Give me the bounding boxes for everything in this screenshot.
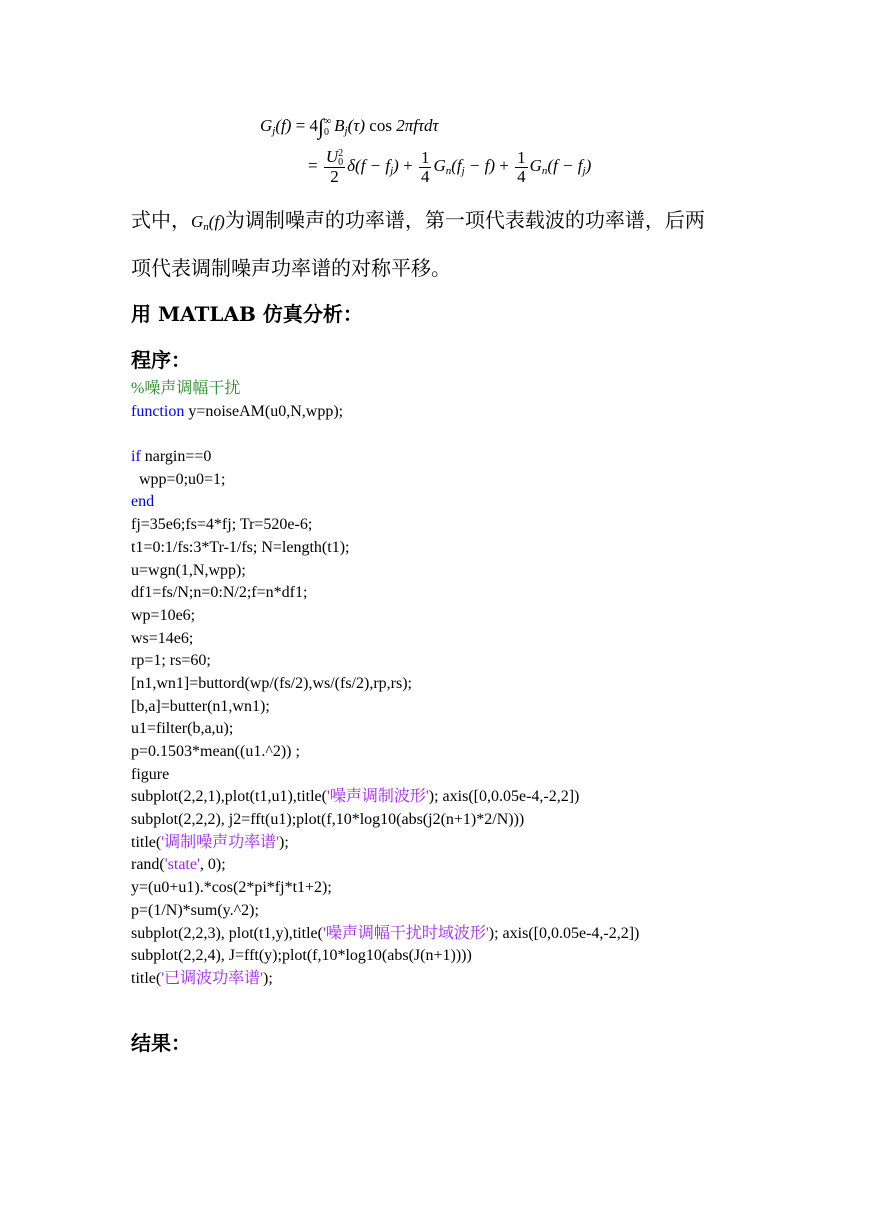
eq1-term: B <box>334 116 345 135</box>
eq1-term-arg: (τ) <box>347 116 366 135</box>
eq2-plus-2: + <box>499 155 509 175</box>
eq1-term-sub: j <box>344 125 348 137</box>
code-line: [b,a]=butter(n1,wn1); <box>131 697 270 715</box>
paragraph-symbol-arg: (f) <box>208 212 225 231</box>
equation-line-1 <box>260 114 439 140</box>
eq2-delta-close: ) <box>393 155 399 175</box>
eq1-integral: ∫ <box>317 114 325 139</box>
eq2-g2-sub: n <box>541 164 548 177</box>
eq2-delta-sub: j <box>390 164 394 177</box>
eq2-plus-1: + <box>403 155 413 175</box>
code-line <box>131 854 831 877</box>
code-comment: %噪声调幅干扰 <box>131 380 241 397</box>
eq2-frac-quarter-1 <box>419 149 432 186</box>
code-string: 'state' <box>164 856 200 874</box>
code-line: u1=filter(b,a,u); <box>131 720 234 738</box>
eq2-g2: G <box>529 155 542 175</box>
code-keyword: end <box>131 493 155 511</box>
eq2-g1-sub: n <box>445 164 452 177</box>
eq2-frac-u0 <box>324 148 345 186</box>
code-line: figure <box>131 765 170 783</box>
code-line: ws=14e6; <box>131 629 194 647</box>
code-line <box>131 786 831 809</box>
code-line: y=(u0+u1).*cos(2*pi*fj*t1+2); <box>131 879 332 897</box>
code-line: df1=fs/N;n=0:N/2;f=n*df1; <box>131 584 308 602</box>
equation-line-2 <box>308 148 591 186</box>
paragraph-symbol-sub: n <box>203 221 209 233</box>
eq2-frac2-num: 1 <box>420 147 430 167</box>
eq2-frac3-den: 4 <box>517 166 526 186</box>
eq2-g2-close: ) <box>585 155 592 175</box>
code-text: ); <box>263 969 273 987</box>
code-string: '噪声调制波形' <box>326 788 429 806</box>
code-text: ); axis([0,0.05e-4,-2,2]) <box>488 924 640 942</box>
eq2-g1-close: − f) <box>464 155 496 175</box>
code-line: p=(1/N)*sum(y.^2); <box>131 901 259 919</box>
eq2-frac-quarter-2 <box>515 149 528 186</box>
code-text: title( <box>131 969 162 987</box>
code-line: u=wgn(1,N,wpp); <box>131 561 246 579</box>
code-line: subplot(2,2,2), j2=fft(u1);plot(f,10*log10(abs(j2(n+1)*2/N))) <box>131 811 525 829</box>
paragraph-line-2: 项代表调制噪声功率谱的对称平移。 <box>131 256 451 280</box>
eq2-frac2-den: 4 <box>420 166 430 186</box>
code-line: [n1,wn1]=buttord(wp/(fs/2),ws/(fs/2),rp,rs); <box>131 674 412 692</box>
code-text: ); axis([0,0.05e-4,-2,2]) <box>428 788 580 806</box>
eq2-frac1-den: 2 <box>330 167 339 187</box>
code-text: rand( <box>131 856 165 874</box>
eq2-frac3-num: 1 <box>517 147 526 167</box>
eq1-func: cos <box>369 116 392 135</box>
code-line: fj=35e6;fs=4*fj; Tr=520e-6; <box>131 516 313 534</box>
heading-program: 程序： <box>131 348 191 372</box>
paragraph-symbol: G <box>191 212 204 231</box>
eq1-upper-limit: ∞ <box>324 116 332 128</box>
code-block <box>131 378 831 991</box>
paragraph-line-1-prefix: 式中， <box>131 208 191 232</box>
code-string: '已调波功率谱' <box>161 969 263 987</box>
eq1-equals: = <box>295 116 306 135</box>
eq2-delta: δ(f − f <box>347 155 391 175</box>
eq1-lhs-arg: (f) <box>275 116 292 135</box>
eq1-lhs: G <box>260 116 273 135</box>
eq2-g1: G <box>433 155 446 175</box>
code-line: subplot(2,2,4), J=fft(y);plot(f,10*log10(abs(J(n+1)))) <box>131 947 472 965</box>
code-line: t1=0:1/fs:3*Tr-1/fs; N=length(t1); <box>131 538 350 556</box>
code-line <box>131 446 831 469</box>
code-line: rp=1; rs=60; <box>131 652 211 670</box>
eq2-g1-open: (f <box>451 155 462 175</box>
code-line <box>131 923 831 946</box>
eq1-lhs-sub: j <box>272 125 276 137</box>
eq2-equals: = <box>308 155 318 175</box>
eq1-tail: 2πfτdτ <box>396 116 439 135</box>
eq2-frac1-sup: 2 <box>338 148 344 160</box>
code-text: title( <box>131 833 162 851</box>
code-text: nargin==0 <box>140 448 212 466</box>
eq2-frac1-sub: 0 <box>338 157 344 169</box>
eq2-frac1-num: U <box>325 147 339 166</box>
code-string: '噪声调幅干扰时域波形' <box>322 924 489 942</box>
code-text: subplot(2,2,1),plot(t1,u1),title( <box>131 788 327 806</box>
code-line-blank <box>131 423 831 446</box>
heading-simulation: 用 MATLAB 仿真分析： <box>131 302 363 326</box>
code-line <box>131 401 831 424</box>
code-string: '调制噪声功率谱' <box>161 833 279 851</box>
code-line <box>131 378 831 401</box>
code-text: y=noiseAM(u0,N,wpp); <box>184 402 344 420</box>
code-line <box>131 832 831 855</box>
eq1-coef: 4 <box>309 116 318 135</box>
eq1-lower-limit: 0 <box>324 127 330 139</box>
code-line: wpp=0;u0=1; <box>131 470 226 488</box>
code-keyword: function <box>131 402 185 420</box>
code-keyword: if <box>131 448 141 466</box>
code-text: subplot(2,2,3), plot(t1,y),title( <box>131 924 323 942</box>
code-text: , 0); <box>199 856 226 874</box>
code-line <box>131 968 831 991</box>
eq2-g2-inner-sub: j <box>582 164 586 177</box>
eq2-g2-open: (f − f <box>547 155 583 175</box>
paragraph-line-1-suffix: 为调制噪声的功率谱，第一项代表载波的功率谱，后两 <box>224 208 705 232</box>
eq2-g1-inner-sub: j <box>461 164 465 177</box>
code-text: ); <box>279 833 289 851</box>
code-line: wp=10e6; <box>131 606 196 624</box>
paragraph-line-1 <box>131 204 705 233</box>
code-line <box>131 491 831 514</box>
heading-result: 结果： <box>131 1031 191 1055</box>
code-line: p=0.1503*mean((u1.^2)) ; <box>131 743 300 760</box>
